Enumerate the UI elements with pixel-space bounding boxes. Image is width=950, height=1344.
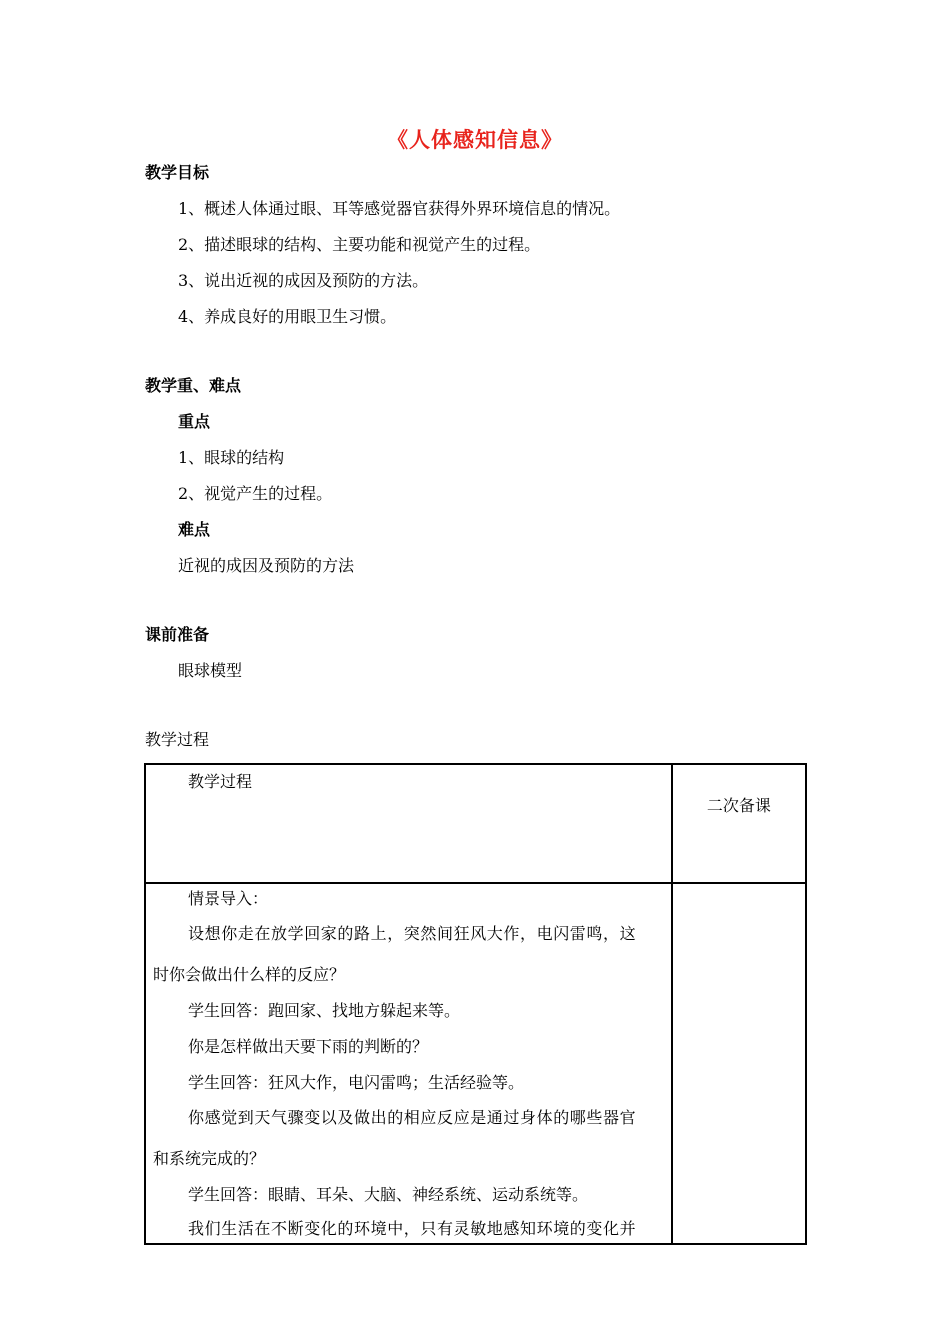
objective-item: 2、描述眼球的结构、主要功能和视觉产生的过程。: [178, 235, 541, 254]
paragraph-line: 我们生活在不断变化的环境中，只有灵敏地感知环境的变化并: [188, 1219, 637, 1238]
paragraph-line: 设想你走在放学回家的路上，突然间狂风大作，电闪雷鸣，这: [188, 924, 637, 943]
paragraph-line: 学生回答：狂风大作，电闪雷鸣；生活经验等。: [188, 1073, 525, 1092]
paragraph-line: 时你会做出什么样的反应？: [153, 965, 346, 984]
objective-item: 1、概述人体通过眼、耳等感觉器官获得外界环境信息的情况。: [178, 199, 621, 218]
paragraph-line: 和系统完成的？: [153, 1149, 266, 1168]
paragraph-line: 学生回答：跑回家、找地方躲起来等。: [188, 1001, 461, 1020]
paragraph-line: 情景导入：: [188, 889, 269, 908]
process-table: [144, 763, 807, 1245]
difficulty-heading: 难点: [178, 520, 211, 539]
difficulty-text: 近视的成因及预防的方法: [178, 556, 355, 575]
process-label: 教学过程: [145, 730, 210, 749]
preparation-heading: 课前准备: [145, 625, 210, 644]
preparation-text: 眼球模型: [178, 661, 243, 680]
paragraph-line: 你是怎样做出天要下雨的判断的？: [188, 1037, 429, 1056]
key-points-heading: 教学重、难点: [145, 376, 242, 395]
table-body-left: [145, 883, 672, 1244]
objective-item: 4、养成良好的用眼卫生习惯。: [178, 307, 397, 326]
table-body-row: [145, 883, 806, 1244]
paragraph-line: 学生回答：眼睛、耳朵、大脑、神经系统、运动系统等。: [188, 1185, 589, 1204]
table-header-row: [145, 764, 806, 883]
table-header-left: 教学过程: [145, 764, 672, 883]
focus-item: 2、视觉产生的过程。: [178, 484, 333, 503]
paragraph-line: 你感觉到天气骤变以及做出的相应反应是通过身体的哪些器官: [188, 1108, 637, 1127]
table-header-right: 二次备课: [672, 764, 806, 883]
focus-item: 1、眼球的结构: [178, 448, 285, 467]
focus-heading: 重点: [178, 412, 211, 431]
objective-item: 3、说出近视的成因及预防的方法。: [178, 271, 429, 290]
objectives-heading: 教学目标: [145, 163, 210, 182]
table-body-right: [672, 883, 806, 1244]
document-title: 《人体感知信息》: [387, 127, 563, 152]
